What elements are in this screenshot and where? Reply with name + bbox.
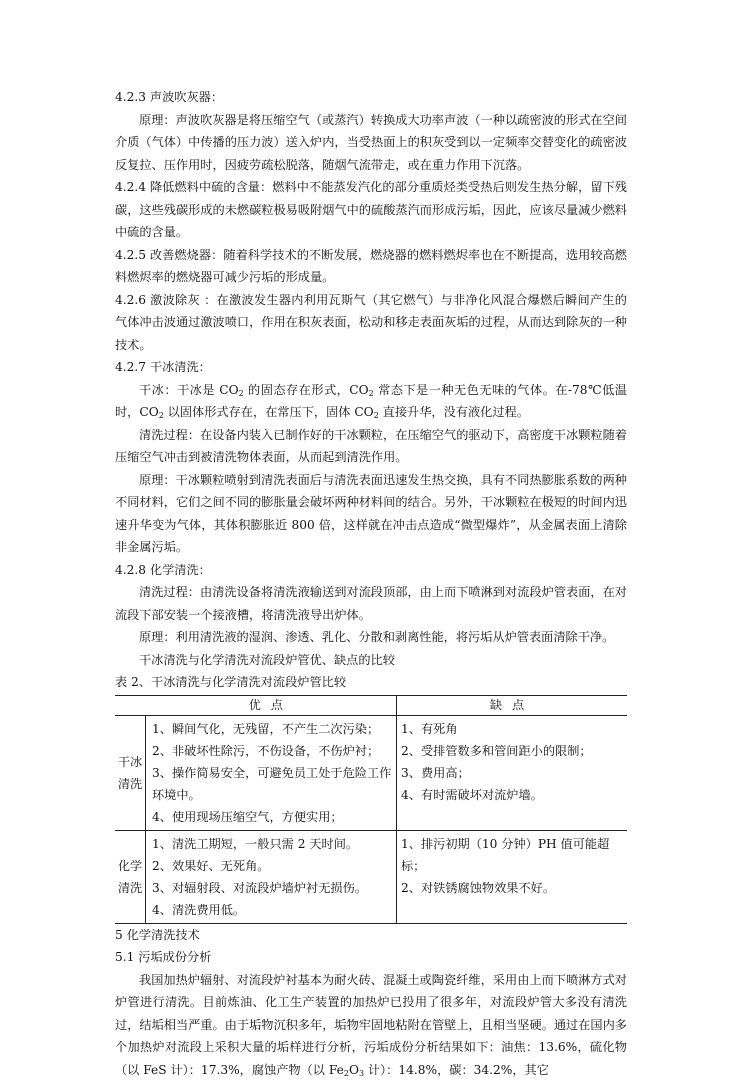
table-cons-cell (397, 830, 628, 923)
paragraph-chemical-process: 清洗过程：由清洗设备将清洗液输送到对流段顶部，由上而下喷淋到对流段炉管表面，在对流段下部安装一个接液槽，将清洗液导出炉体。 (115, 581, 627, 626)
table-pros-cell (146, 830, 397, 923)
list-item: 1、瞬间气化，无残留，不产生二次污染； (152, 718, 392, 740)
list-item: 2、效果好、无死角。 (152, 855, 392, 877)
dry-ice-text-b: 的固态存在形式，CO (244, 383, 369, 397)
section-heading-4-2-7: 4.2.7 干冰清洗： (115, 356, 627, 379)
paragraph-dry-ice-principle: 原理：干冰颗粒喷射到清洗表面后与清洗表面迅速发生热交换，具有不同热膨胀系数的两种不同材料，它们之间不同的膨胀量会破坏两种材料间的结合。另外，干冰颗粒在极短的时间内迅速升华变为气体，其体积膨胀近 800 倍，这样就在冲击点造成“微型爆炸”，从金属表面上清除非金属污垢。 (115, 469, 627, 559)
list-item: 4、有时需破坏对流炉墙。 (401, 784, 623, 806)
table-row (115, 715, 627, 830)
subscript-2: 2 (239, 389, 244, 398)
table-pros-cell (146, 715, 397, 830)
table-row (115, 830, 627, 923)
list-item: 4、清洗费用低。 (152, 899, 392, 921)
table-header-row (115, 695, 627, 715)
list-item: 4、使用现场压缩空气，方便实用； (152, 806, 392, 828)
table-category-cell: 干冰清洗 (115, 715, 146, 830)
subscript-2: 2 (159, 411, 164, 420)
dry-ice-text-c: 常态下是一种无色无味的气体。在-78℃低温时，CO (115, 383, 627, 420)
dry-ice-text-d: 以固体形式存在，在常压下，固体 CO (164, 405, 374, 419)
paragraph-chemical-principle: 原理：利用清洗液的湿润、渗透、乳化、分散和剥离性能，将污垢从炉管表面清除干净。 (115, 626, 627, 649)
dry-ice-text-e: 直接升华，没有液化过程。 (379, 405, 529, 419)
fouling-text-a: 我国加热炉辐射、对流段炉衬基本为耐火砖、混凝土或陶瓷纤维，采用由上而下喷淋方式对炉管进行清洗。目前炼油、化工生产装置的加热炉已投用了很多年，对流段炉管大多没有清洗过，结垢相当严重。由于垢物沉积多年，垢物牢固地粘附在管壁上，且相当坚硬。通过在国内多个加热炉对流段上采积大量的垢样进行分析，污垢成份分析结果如下：油焦：13.6%，硫化物（以 FeS 计）：17.3%，腐蚀产物（以 Fe (115, 973, 627, 1077)
paragraph-dry-ice-definition (115, 379, 627, 424)
list-item: 1、清洗工期短，一般只需 2 天时间。 (152, 833, 392, 855)
dry-ice-text-a: 干冰：干冰是 CO (139, 383, 239, 397)
table-header-cons: 缺点 (397, 695, 628, 715)
section-heading-4-2-3: 4.2.3 声波吹灰器： (115, 86, 627, 109)
section-heading-4-2-8: 4.2.8 化学清洗： (115, 559, 627, 582)
list-item: 1、有死角 (401, 718, 623, 740)
fouling-text-b: O (349, 1063, 359, 1077)
comparison-table (115, 695, 627, 924)
table-header-pros: 优点 (146, 695, 397, 715)
subscript-2: 2 (369, 389, 374, 398)
paragraph-sonic-soot-blower: 原理：声波吹灰器是将压缩空气（或蒸汽）转换成大功率声波（一种以疏密波的形式在空间介质（气体）中传播的压力波）送入炉内，当受热面上的积灰受到以一定频率交替变化的疏密波反复拉、压作用时，因疲劳疏松脱落，随烟气流带走，或在重力作用下沉落。 (115, 109, 627, 177)
list-item: 3、对辐射段、对流段炉墙炉衬无损伤。 (152, 877, 392, 899)
section-heading-5-1: 5.1 污垢成份分析 (115, 946, 627, 969)
paragraph-dry-ice-process: 清洗过程：在设备内装入已制作好的干冰颗粒，在压缩空气的驱动下，高密度干冰颗粒随着压缩空气冲击到被清洗物体表面，从而起到清洗作用。 (115, 424, 627, 469)
table-header-blank (115, 695, 146, 715)
subscript-2: 2 (374, 411, 379, 420)
paragraph-4-2-6-shock-wave: 4.2.6 激波除灰 ：在激波发生器内利用瓦斯气（其它燃气）与非净化风混合爆燃后瞬间产生的气体冲击波通过激波喷口，作用在积灰表面，松动和移走表面灰垢的过程，从而达到除灰的一种技术。 (115, 289, 627, 357)
list-item: 1、排污初期（10 分钟）PH 值可能超标； (401, 833, 623, 877)
list-item: 2、非破坏性除污，不伤设备，不伤炉衬； (152, 740, 392, 762)
paragraph-4-2-4-reduce-sulfur: 4.2.4 降低燃料中硫的含量：燃料中不能蒸发汽化的部分重质烃类受热后则发生热分解，留下残碳，这些残碳形成的未燃碳粒极易吸附烟气中的硫酸蒸汽而形成污垢，因此，应该尽量减少燃料中硫的含量。 (115, 176, 627, 244)
paragraph-fouling-analysis (115, 969, 627, 1081)
fouling-text-c: 计）：14.8%，碳：34.2%，其它 (364, 1063, 549, 1077)
section-heading-5: 5 化学清洗技术 (115, 924, 627, 947)
paragraph-4-2-5-improve-burner: 4.2.5 改善燃烧器：随着科学技术的不断发展，燃烧器的燃料燃烬率也在不断提高，选用较高燃料燃烬率的燃烧器可减少污垢的形成量。 (115, 244, 627, 289)
list-item: 2、对铁锈腐蚀物效果不好。 (401, 877, 623, 899)
list-item: 3、费用高； (401, 762, 623, 784)
table-category-cell: 化学清洗 (115, 830, 146, 923)
subscript-2: 2 (344, 1069, 349, 1078)
table-cons-cell (397, 715, 628, 830)
list-item: 2、受排管数多和管间距小的限制； (401, 740, 623, 762)
list-item: 3、操作简易安全，可避免员工处于危险工作环境中。 (152, 762, 392, 806)
table-caption: 表 2、干冰清洗与化学清洗对流段炉管比较 (115, 671, 627, 694)
document-body (115, 86, 627, 1081)
paragraph-comparison-intro: 干冰清洗与化学清洗对流段炉管优、缺点的比较 (115, 649, 627, 672)
subscript-3: 3 (359, 1069, 364, 1078)
